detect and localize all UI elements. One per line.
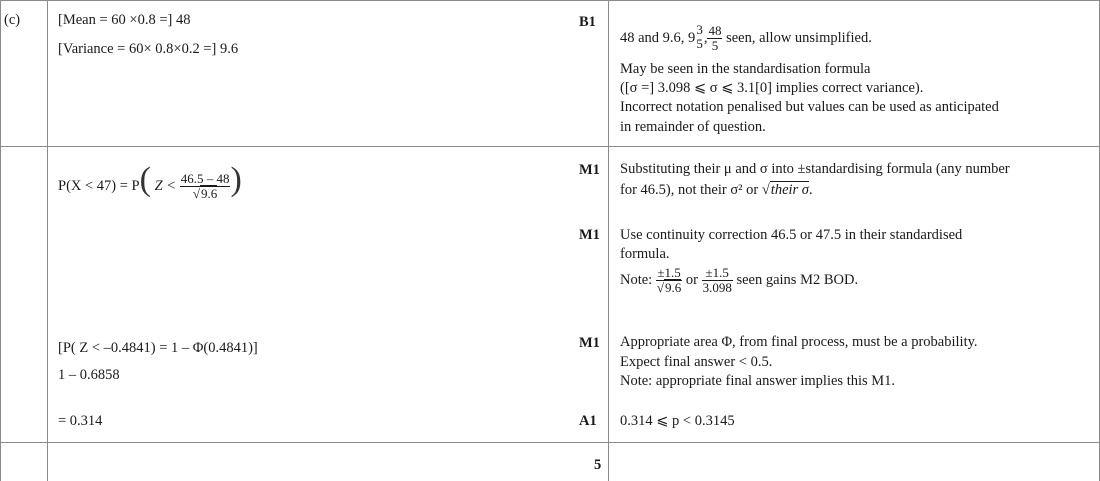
- guidance-line: for 46.5), not their σ² or √their σ.: [620, 182, 813, 198]
- guidance-line: 48 and 9.6, 9 3 5 , $\frac{48}{5}$ seen, allow unsimplified.: [620, 21, 872, 53]
- row-divider: [0, 442, 1100, 443]
- working-probability-expression: P(X < 47) = P( Z < $\frac{46.5 - 48}{√9.6}$ ): [58, 161, 242, 202]
- guidance-line: 0.314 ⩽ p < 0.3145: [620, 413, 735, 429]
- working-subtraction: 1 – 0.6858: [58, 367, 120, 383]
- final-answer: = 0.314: [58, 413, 103, 429]
- guidance-line: Substituting their μ and σ into ±standardising formula (any number: [620, 161, 1010, 177]
- mark-code: B1: [579, 14, 596, 30]
- column-divider-mark: [608, 0, 609, 481]
- guidance-note: Note: $\frac{\pm 1.5}{√9.6}$ or $\frac{\pm 1.5}{3.098}$ seen gains M2 BOD.: [620, 265, 859, 295]
- column-divider-part: [47, 0, 48, 481]
- mark-code: M1: [579, 335, 600, 351]
- guidance-line: Use continuity correction 46.5 or 47.5 in their standardised: [620, 227, 963, 243]
- working-mean: [Mean = 60 ×0.8 =] 48: [58, 12, 191, 28]
- guidance-line: Appropriate area Φ, from final process, must be a probability.: [620, 334, 978, 350]
- mark-code: M1: [579, 227, 600, 243]
- table-border-left: [0, 0, 1, 481]
- mark-code: A1: [579, 413, 597, 429]
- part-label: (c): [4, 12, 21, 28]
- total-marks: 5: [594, 457, 602, 473]
- table-border-top: [0, 0, 1100, 1]
- guidance-line: Incorrect notation penalised but values can be used as anticipated: [620, 99, 999, 115]
- guidance-line: formula.: [620, 246, 670, 262]
- working-variance: [Variance = 60× 0.8×0.2 =] 9.6: [58, 41, 239, 57]
- guidance-line: Expect final answer < 0.5.: [620, 354, 773, 370]
- row-divider: [0, 146, 1100, 147]
- working-phi-expression: [P( Z < –0.4841) = 1 – Φ(0.4841)]: [58, 340, 258, 356]
- guidance-line: Note: appropriate final answer implies this M1.: [620, 373, 896, 389]
- mark-code: M1: [579, 162, 600, 178]
- guidance-line: May be seen in the standardisation formula: [620, 61, 871, 77]
- guidance-line: ([σ =] 3.098 ⩽ σ ⩽ 3.1[0] implies correct variance).: [620, 80, 924, 96]
- guidance-line: in remainder of question.: [620, 119, 766, 135]
